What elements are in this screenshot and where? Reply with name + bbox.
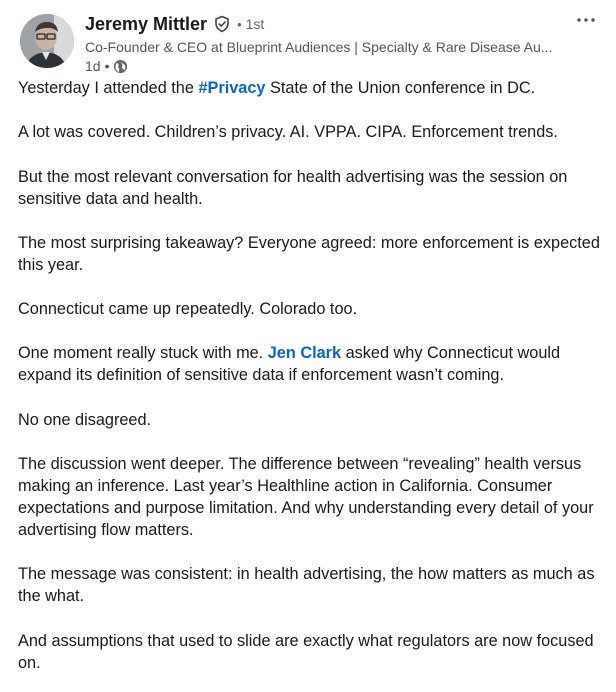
- author-avatar[interactable]: [20, 14, 74, 68]
- post-meta: [85, 57, 585, 75]
- hashtag-privacy-link[interactable]: #Privacy: [198, 79, 266, 97]
- mention-jen-clark-link[interactable]: Jen Clark: [267, 344, 342, 363]
- post-paragraph: The discussion went deeper. The difference between “revealing” health versus making an inference. Last year’s Healthline action in California. Consumer expectations and purpose limitation. And why understanding every detail of your advertising flow matters.: [18, 455, 594, 540]
- post-body: [18, 77, 608, 692]
- author-headline: Co-Founder & CEO at Blueprint Audiences | Specialty & Rare Disease Au...: [85, 39, 553, 55]
- post-paragraph: And assumptions that used to slide are exactly what regulators are now focused on.: [18, 631, 594, 672]
- time-separator: •: [104, 58, 110, 74]
- verified-shield-icon: [213, 15, 231, 33]
- post-paragraph: One moment really stuck with me. Jen Clark asked why Connecticut would expand its definition of sensitive data if enforcement wasn’t coming.: [18, 344, 561, 385]
- post-paragraph: The message was consistent: in health advertising, the how matters as much as the what.: [18, 565, 595, 606]
- connection-degree: 1st: [245, 16, 265, 32]
- avatar-photo: [20, 14, 74, 68]
- author-name[interactable]: Jeremy Mittler: [85, 13, 208, 34]
- degree-separator: •: [237, 16, 242, 32]
- post-paragraph: But the most relevant conversation for health advertising was the session on sensitive data and health.: [18, 167, 568, 208]
- post-paragraph: The most surprising takeaway? Everyone agreed: more enforcement is expected this year.: [18, 233, 600, 274]
- post-header: [85, 12, 585, 75]
- post-paragraph: Yesterday I attended the #Privacy State of the Union conference in DC.: [18, 79, 536, 97]
- author-name-row: [85, 12, 585, 36]
- more-options-icon[interactable]: [572, 9, 600, 31]
- post-paragraph: A lot was covered. Children’s privacy. AI. VPPA. CIPA. Enforcement trends.: [18, 123, 558, 142]
- post-time: 1d: [85, 58, 101, 74]
- post-paragraph: Connecticut came up repeatedly. Colorado too.: [18, 300, 358, 319]
- globe-icon: [113, 59, 128, 74]
- post-paragraph: No one disagreed.: [18, 410, 152, 429]
